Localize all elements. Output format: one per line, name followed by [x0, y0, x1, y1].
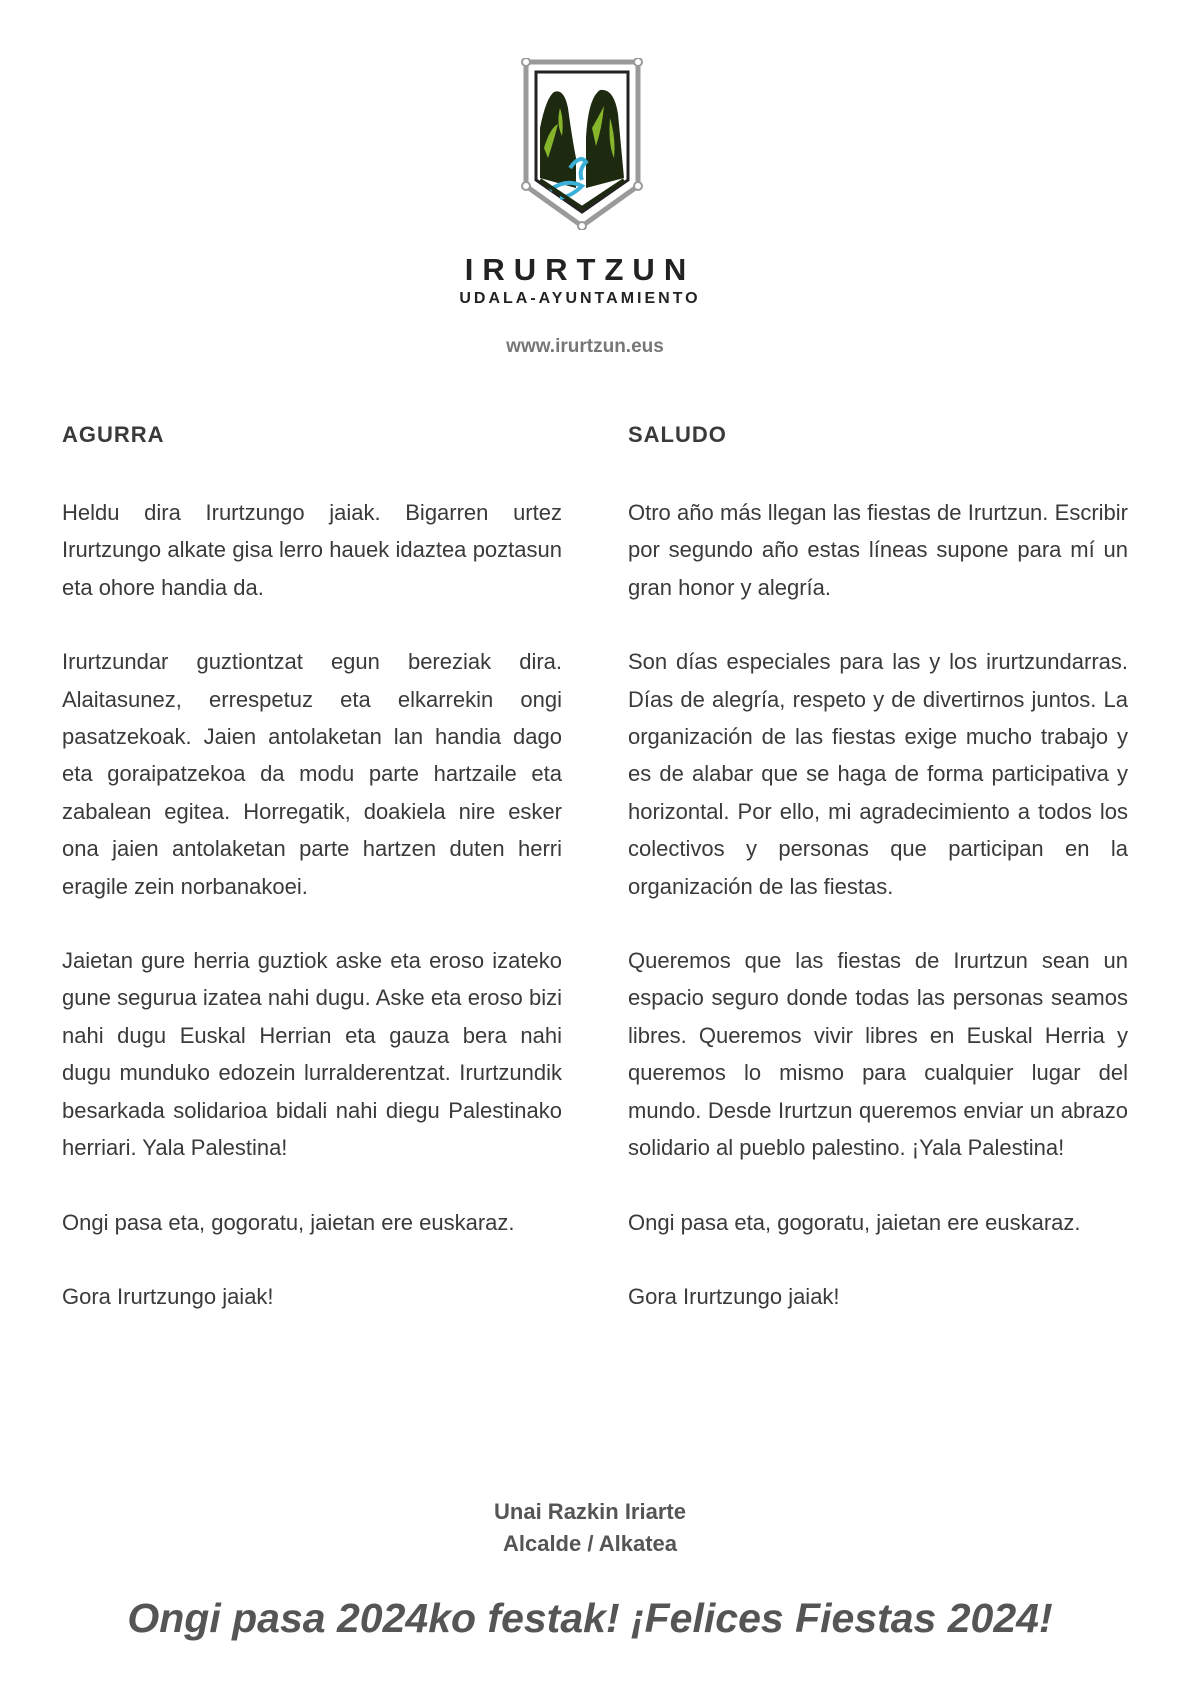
basque-paragraph: Ongi pasa eta, gogoratu, jaietan ere euskaraz. — [62, 1209, 515, 1235]
town-subtitle: UDALA-AYUNTAMIENTO — [459, 290, 701, 307]
signature-title: Alcalde / Alkatea — [502, 1531, 678, 1556]
signature-name: Unai Razkin Iriarte — [494, 1499, 686, 1524]
basque-column — [62, 418, 562, 1352]
spanish-paragraph: Otro año más llegan las fiestas de Irurtzun. Escribir por segundo año estas líneas supone para mí un gran honor y alegría. — [628, 500, 1128, 600]
basque-paragraph: Jaietan gure herria guztiok aske eta eroso izateko gune segurua izatea nahi dugu. Aske eta eroso bizi nahi dugu Euskal Herrian eta gauza bera nahi dugu munduko edozein lurralderentzat. Irurtzundik besarkada solidarioa bidali nahi diegu Palestinako herriari. Yala Palestina! — [62, 948, 562, 1161]
basque-paragraph: Heldu dira Irurtzungo jaiak. Bigarren urtez Irurtzungo alkate gisa lerro hauek idaztea poztasun eta ohore handia da. — [62, 500, 562, 600]
spanish-heading: SALUDO — [628, 422, 727, 447]
website-link[interactable]: www.irurtzun.eus — [506, 336, 664, 357]
closing-greeting: Ongi pasa 2024ko festak! ¡Felices Fiestas 2024! — [127, 1595, 1053, 1641]
basque-paragraph: Gora Irurtzungo jaiak! — [62, 1283, 274, 1309]
irurtzun-coat-of-arms-icon — [520, 58, 644, 230]
spanish-paragraph: Queremos que las fiestas de Irurtzun sean un espacio seguro donde todas las personas seamos libres. Queremos vivir libres en Euskal Herria y queremos lo mismo para cualquier lugar del mundo. Desde Irurtzun queremos enviar un abrazo solidario al pueblo palestino. ¡Yala Palestina! — [628, 948, 1128, 1161]
spanish-paragraph: Gora Irurtzungo jaiak! — [628, 1283, 840, 1309]
basque-heading: AGURRA — [62, 422, 165, 447]
spanish-paragraph: Son días especiales para las y los irurtzundarras. Días de alegría, respeto y de divertirnos juntos. La organización de las fiestas exige mucho trabajo y es de alabar que se haga de forma participativa y horizontal. Por ello, mi agradecimiento a todos los colectivos y personas que participan en la organización de las fiestas. — [628, 649, 1128, 899]
spanish-column — [628, 418, 1128, 1352]
town-name: IRURTZUN — [464, 252, 696, 287]
signature-block — [0, 1496, 1180, 1560]
spanish-paragraph: Ongi pasa eta, gogoratu, jaietan ere euskaraz. — [628, 1209, 1081, 1235]
basque-paragraph: Irurtzundar guztiontzat egun bereziak dira. Alaitasunez, errespetuz eta elkarrekin ongi pasatzekoak. Jaien antolaketan lan handia dago eta goraipatzekoa da modu parte hartzaile eta zabalean egitea. Horregatik, doakiela nire esker ona jaien antolaketan parte hartzen duten herri eragile zein norbanakoei. — [62, 649, 562, 899]
